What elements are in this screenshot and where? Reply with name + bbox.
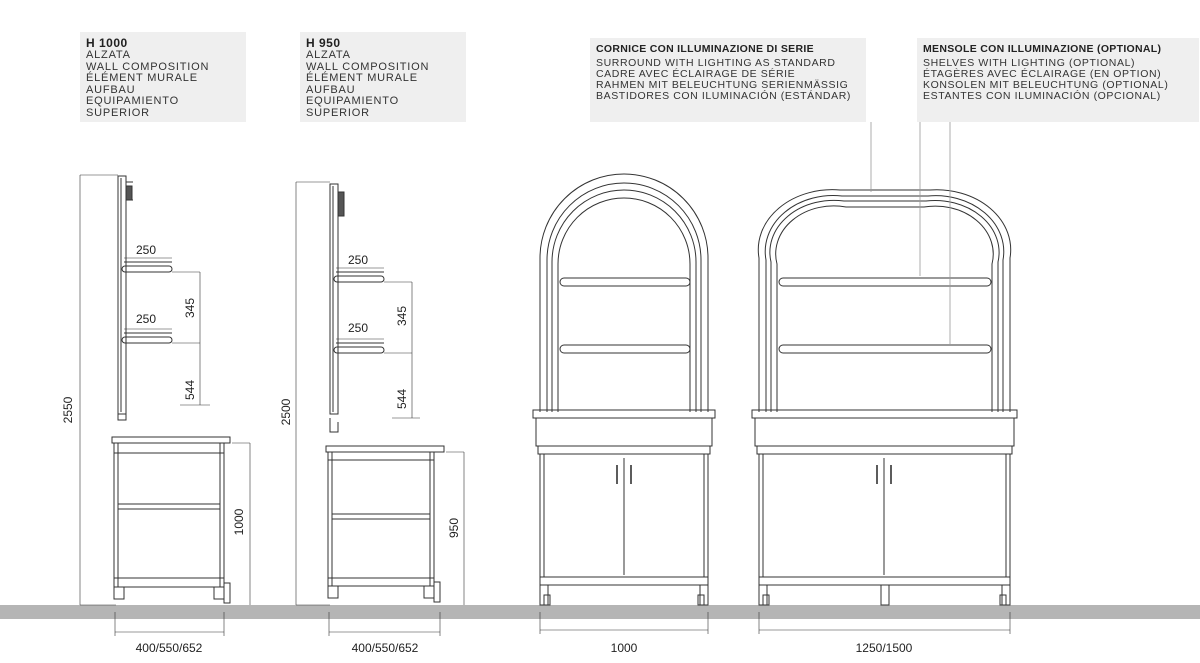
label-title: MENSOLE CON ILLUMINAZIONE (OPTIONAL) (923, 43, 1162, 55)
dim-shelf-depth-bottom-2: 250 (348, 321, 369, 335)
label-line: SHELVES WITH LIGHTING (OPTIONAL) (923, 57, 1136, 69)
label-line: ESTANTES CON ILUMINACIÓN (OPCIONAL) (923, 90, 1161, 102)
front-view-1 (533, 174, 715, 634)
dim-shelf-depth-top-1: 250 (136, 243, 157, 257)
dim-shelf-spacing-2: 345 (395, 305, 409, 327)
dim-total-height-1: 2550 (61, 396, 75, 424)
label-line: ALZATA (86, 49, 131, 61)
front-view-2 (752, 190, 1017, 634)
dim-base-height-2: 950 (447, 517, 461, 539)
dim-base-height-1: 1000 (232, 508, 246, 536)
label-line: CADRE AVEC ÉCLAIRAGE DE SÉRIE (596, 68, 796, 80)
dim-shelf-depth-bottom-1: 250 (136, 312, 157, 326)
label-line: ÉLÉMENT MURALE (306, 72, 418, 84)
floor (0, 605, 1200, 619)
label-line: AUFBAU (86, 83, 136, 96)
label-line: ALZATA (306, 49, 351, 61)
dim-total-height-2: 2500 (279, 398, 293, 426)
dim-upper-gap-1: 544 (183, 379, 197, 401)
leader-lines (871, 122, 950, 344)
label-line: AUFBAU (306, 83, 356, 96)
dim-shelf-spacing-1: 345 (183, 297, 197, 319)
dim-shelf-depth-top-2: 250 (348, 253, 369, 267)
dim-width-1: 400/550/652 (135, 641, 203, 655)
label-title: H 950 (306, 36, 341, 50)
dim-upper-gap-2: 544 (395, 388, 409, 410)
label-title: CORNICE CON ILLUMINAZIONE DI SERIE (596, 43, 814, 55)
dim-width-front-2: 1250/1500 (855, 641, 913, 655)
side-view-2 (296, 182, 464, 636)
label-line: WALL COMPOSITION (86, 60, 210, 73)
label-line: ÉTAGÈRES AVEC ÉCLAIRAGE (EN OPTION) (923, 68, 1162, 80)
side-view-1 (80, 175, 250, 636)
label-line: BASTIDORES CON ILUMINACIÓN (ESTÁNDAR) (596, 90, 851, 102)
label-line: ÉLÉMENT MURALE (86, 72, 198, 84)
label-line: EQUIPAMIENTO SUPERIOR (86, 95, 179, 119)
dim-width-front-1: 1000 (610, 641, 638, 655)
side-view-1-labels (61, 243, 246, 655)
label-line: WALL COMPOSITION (306, 60, 430, 73)
label-line: SURROUND WITH LIGHTING AS STANDARD (596, 57, 836, 69)
label-line: KONSOLEN MIT BELEUCHTUNG (OPTIONAL) (923, 79, 1169, 91)
label-line: RAHMEN MIT BELEUCHTUNG SERIENMÄSSIG (596, 79, 849, 91)
label-line: EQUIPAMIENTO SUPERIOR (306, 95, 399, 119)
dim-width-2: 400/550/652 (351, 641, 419, 655)
label-title: H 1000 (86, 36, 128, 50)
